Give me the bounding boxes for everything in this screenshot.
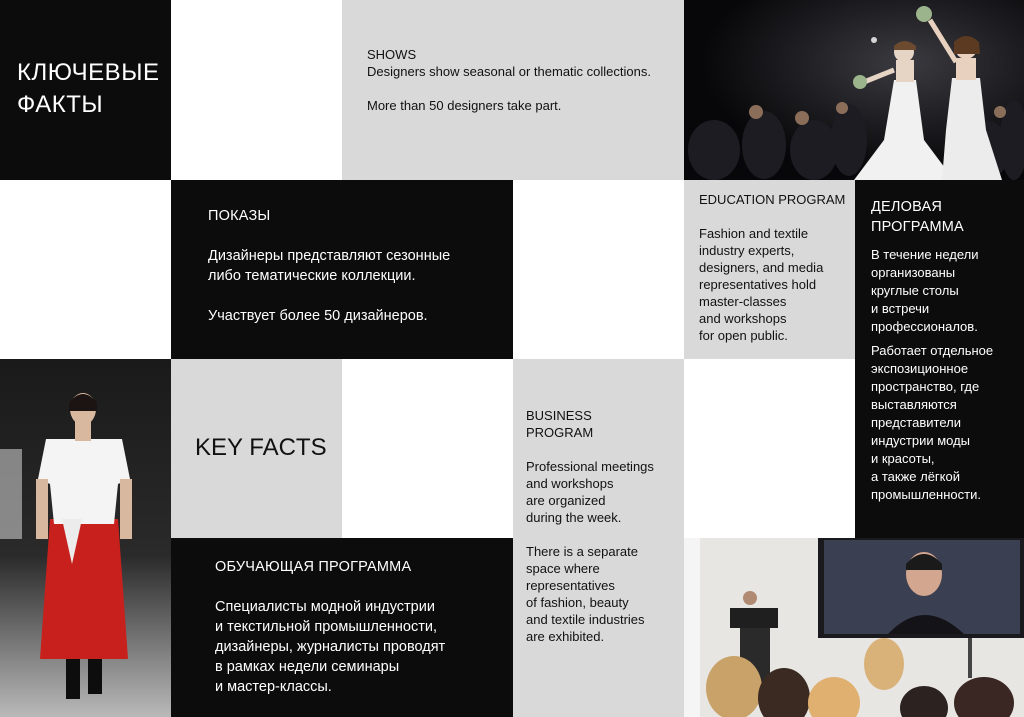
business-ru-line: организованы bbox=[871, 265, 956, 280]
shows-ru-title: ПОКАЗЫ bbox=[208, 208, 271, 224]
business-en-line: Professional meetings bbox=[526, 459, 654, 474]
business-en-line: space where bbox=[526, 561, 600, 576]
business-en-line: are exhibited. bbox=[526, 629, 605, 644]
business-ru-line: круглые столы bbox=[871, 283, 959, 298]
shows-ru-panel bbox=[171, 180, 513, 359]
business-en-line: There is a separate bbox=[526, 544, 639, 559]
key-facts-ru-line2: ФАКТЫ bbox=[17, 91, 104, 118]
business-ru-line: промышленности. bbox=[871, 487, 981, 502]
shows-ru-line2: либо тематические коллекции. bbox=[208, 268, 416, 284]
runway-model-photo bbox=[0, 359, 171, 717]
blank-panel-r1c2 bbox=[171, 0, 342, 180]
business-ru-title1: ДЕЛОВАЯ bbox=[871, 199, 943, 215]
shows-en-text1: Designers show seasonal or thematic collections. bbox=[367, 64, 651, 79]
business-ru-line: В течение недели bbox=[871, 247, 979, 262]
business-en-title2: PROGRAM bbox=[526, 425, 594, 440]
education-ru-panel bbox=[171, 538, 513, 717]
blank-panel-r2c1 bbox=[0, 180, 171, 359]
key-facts-en-title: KEY FACTS bbox=[195, 434, 327, 461]
key-facts-ru-panel bbox=[0, 0, 171, 180]
business-ru-line: а также лёгкой bbox=[871, 469, 960, 484]
business-ru-line: индустрии моды bbox=[871, 433, 971, 448]
shows-en-title: SHOWS bbox=[367, 47, 417, 62]
education-en-title: EDUCATION PROGRAM bbox=[699, 192, 846, 207]
business-ru-title2: ПРОГРАММА bbox=[871, 219, 964, 235]
shows-en-text2: More than 50 designers take part. bbox=[367, 98, 562, 113]
education-en-line: industry experts, bbox=[699, 243, 795, 258]
business-en-line: representatives bbox=[526, 578, 615, 593]
shows-ru-line1: Дизайнеры представляют сезонные bbox=[208, 248, 451, 264]
education-ru-line: дизайнеры, журналисты проводят bbox=[215, 639, 446, 655]
business-ru-line: Работает отдельное bbox=[871, 343, 994, 358]
shows-ru-line3: Участвует более 50 дизайнеров. bbox=[208, 308, 428, 324]
business-ru-line: экспозиционное bbox=[871, 361, 969, 376]
business-ru-panel bbox=[855, 180, 1024, 538]
business-en-line: of fashion, beauty bbox=[526, 595, 629, 610]
business-ru-line: представители bbox=[871, 415, 961, 430]
business-ru-line: выставляются bbox=[871, 397, 957, 412]
education-en-line: for open public. bbox=[699, 328, 788, 343]
seminar-photo bbox=[684, 538, 1024, 717]
business-en-line: and textile industries bbox=[526, 612, 645, 627]
red-skirt bbox=[40, 519, 128, 659]
education-en-line: designers, and media bbox=[699, 260, 824, 275]
business-ru-line: пространство, где bbox=[871, 379, 980, 394]
education-en-panel bbox=[684, 180, 855, 359]
bridal-show-photo bbox=[684, 0, 1024, 180]
education-ru-line: и текстильной промышленности, bbox=[215, 619, 438, 635]
business-ru-line: и красоты, bbox=[871, 451, 935, 466]
education-ru-title: ОБУЧАЮЩАЯ ПРОГРАММА bbox=[215, 559, 412, 575]
business-en-title1: BUSINESS bbox=[526, 408, 592, 423]
key-facts-ru-line1: КЛЮЧЕВЫЕ bbox=[17, 59, 160, 86]
blank-panel-r3c5 bbox=[684, 359, 855, 538]
blank-panel-r2c4 bbox=[513, 180, 684, 359]
business-ru-line: и встречи bbox=[871, 301, 930, 316]
business-en-panel bbox=[513, 359, 684, 717]
education-en-line: representatives hold bbox=[699, 277, 817, 292]
education-en-line: master-classes bbox=[699, 294, 787, 309]
education-en-line: Fashion and textile bbox=[699, 226, 809, 241]
education-ru-line: и мастер-классы. bbox=[215, 679, 332, 695]
business-en-line: are organized bbox=[526, 493, 606, 508]
key-facts-en-panel bbox=[171, 359, 342, 538]
business-en-line: and workshops bbox=[526, 476, 614, 491]
business-ru-line: профессионалов. bbox=[871, 319, 978, 334]
business-en-line: during the week. bbox=[526, 510, 622, 525]
shows-en-panel bbox=[342, 0, 684, 180]
education-ru-line: Специалисты модной индустрии bbox=[215, 599, 435, 615]
blank-panel-r3c3 bbox=[342, 359, 513, 538]
education-ru-line: в рамках недели семинары bbox=[215, 659, 400, 675]
education-en-line: and workshops bbox=[699, 311, 787, 326]
